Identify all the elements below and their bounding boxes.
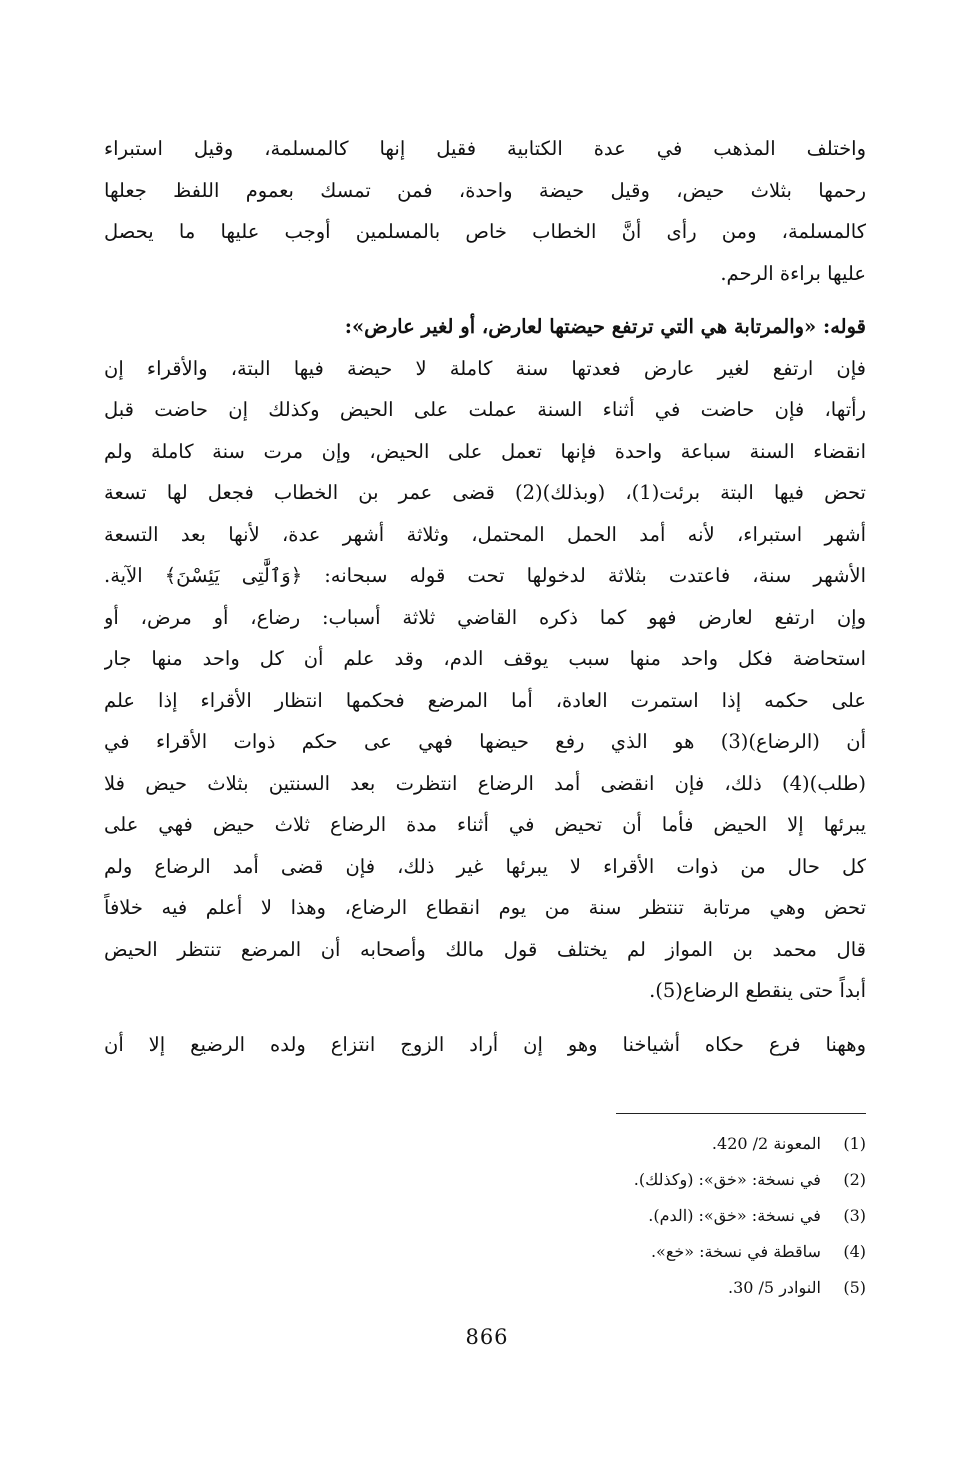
- body-line: وإن ارتفع لعارض فهو كما ذكره القاضي ثلاثة أسباب: رضاع، أو مرض، أو: [104, 605, 866, 629]
- body-line: يبرئها إلا الحيض فأما أن تحيض في أثناء مدة الرضاع ثلاث حيض فهي على: [104, 813, 866, 836]
- footnote-text: ساقطة في نسخة: «خع».: [650, 1242, 821, 1261]
- footnote: [446, 1234, 866, 1270]
- body-line: على حكمه إذا استمرت العادة، أما المرضع فحكمها انتظار الأقراء إذا علم: [104, 688, 866, 712]
- body-line: أن (الرضاع)(3) هو الذي رفع حيضها فهي عى حكم ذوات الأقراء في: [104, 730, 866, 753]
- footnote: [446, 1126, 866, 1162]
- page-number: 866: [465, 1325, 509, 1349]
- body-line: رحمها بثلاث حيض، وقيل حيضة واحدة، فمن تمسك بعموم اللفظ جعلها: [104, 178, 866, 202]
- body-line: رأتها، فإن حاضت في أثناء السنة عملت على الحيض وكذلك إن حاضت قبل: [104, 398, 866, 421]
- footnote-number: (4): [843, 1242, 866, 1261]
- footnotes: [446, 1126, 866, 1306]
- footnote-text: المعونة 2/ 420.: [711, 1134, 821, 1153]
- footnote-text: في نسخة: «خق»: (الدم).: [648, 1206, 821, 1225]
- body-line: وههنا فرع حكاه أشياخنا وهو إن أراد الزوج انتزاع ولده الرضيع إلا أن: [104, 1032, 866, 1056]
- quoted-heading-line: قوله: «والمرتابة هي التي ترتفع حيضتها لعارض، أو لغير عارض»:: [344, 315, 866, 338]
- body-line: كالمسلمة، ومن رأى أنَّ الخطاب خاص بالمسلمين أوجب عليها ما يحصل: [104, 220, 866, 243]
- footnote-number: (2): [843, 1170, 866, 1189]
- footnote-separator: [616, 1113, 866, 1114]
- body-line: تحض فيها البتة برئت(1)، (وبذلك)(2) قضى عمر بن الخطاب فجعل لها تسعة: [104, 481, 866, 504]
- footnote: [446, 1270, 866, 1306]
- body-line: (طلب)(4) ذلك، فإن انقضى أمد الرضاع انتظرت بعد السنتين بثلاث حيض فلا: [104, 771, 866, 795]
- footnote: [446, 1162, 866, 1198]
- body-text: [104, 128, 866, 1065]
- body-line: أشهر استبراء، لأنه أمد الحمل المحتمل، وثلاثة أشهر عدة، لأنها بعد التسعة: [104, 522, 866, 546]
- paragraph-gap: [104, 1012, 866, 1024]
- body-line: عليها براءة الرحم.: [720, 261, 866, 285]
- body-line: انقضاء السنة سباعة واحدة فإنها تعمل على الحيض، وإن مرت سنة كاملة ولم: [104, 439, 866, 463]
- body-line: أبداً حتى ينقطع الرضاع(5).: [649, 979, 866, 1002]
- footnote-text: في نسخة: «خق»: (وكذلك).: [633, 1170, 821, 1189]
- footnote-number: (1): [843, 1134, 866, 1153]
- footnote-text: النوادر 5/ 30.: [727, 1278, 821, 1297]
- paragraph-gap: [104, 294, 866, 306]
- footnote-number: (5): [843, 1278, 866, 1297]
- footnote-number: (3): [843, 1206, 866, 1225]
- body-line: تحض وهي مرتابة تنتظر سنة من يوم انقطاع الرضاع، وهذا لا أعلم فيه خلافاً: [104, 896, 866, 919]
- body-line: قال محمد بن المواز لم يختلف قول مالك وأصحابه أن المرضع تنتظر الحيض: [104, 937, 866, 961]
- body-line: فإن ارتفع لغير عارض فعدتها سنة كاملة لا حيضة فيها البتة، والأقراء إن: [104, 356, 866, 380]
- footnote: [446, 1198, 866, 1234]
- body-line: كل حال من ذوات الأقراء لا يبرئها غير ذلك، فإن قضى أمد الرضاع ولم: [104, 854, 866, 878]
- body-line: استحاضة فكل واحد منها سبب يوقف الدم، وقد علم أن كل واحد منها جار: [104, 647, 866, 670]
- body-line: واختلف المذهب في عدة الكتابية فقيل إنها كالمسلمة، وقيل استبراء: [104, 137, 866, 160]
- body-line: الأشهر سنة، فاعتدت بثلاثة لدخولها تحت قوله سبحانه: ﴿وَٱلَّٰتِى يَئِسْنَ﴾ الآية.: [104, 564, 866, 587]
